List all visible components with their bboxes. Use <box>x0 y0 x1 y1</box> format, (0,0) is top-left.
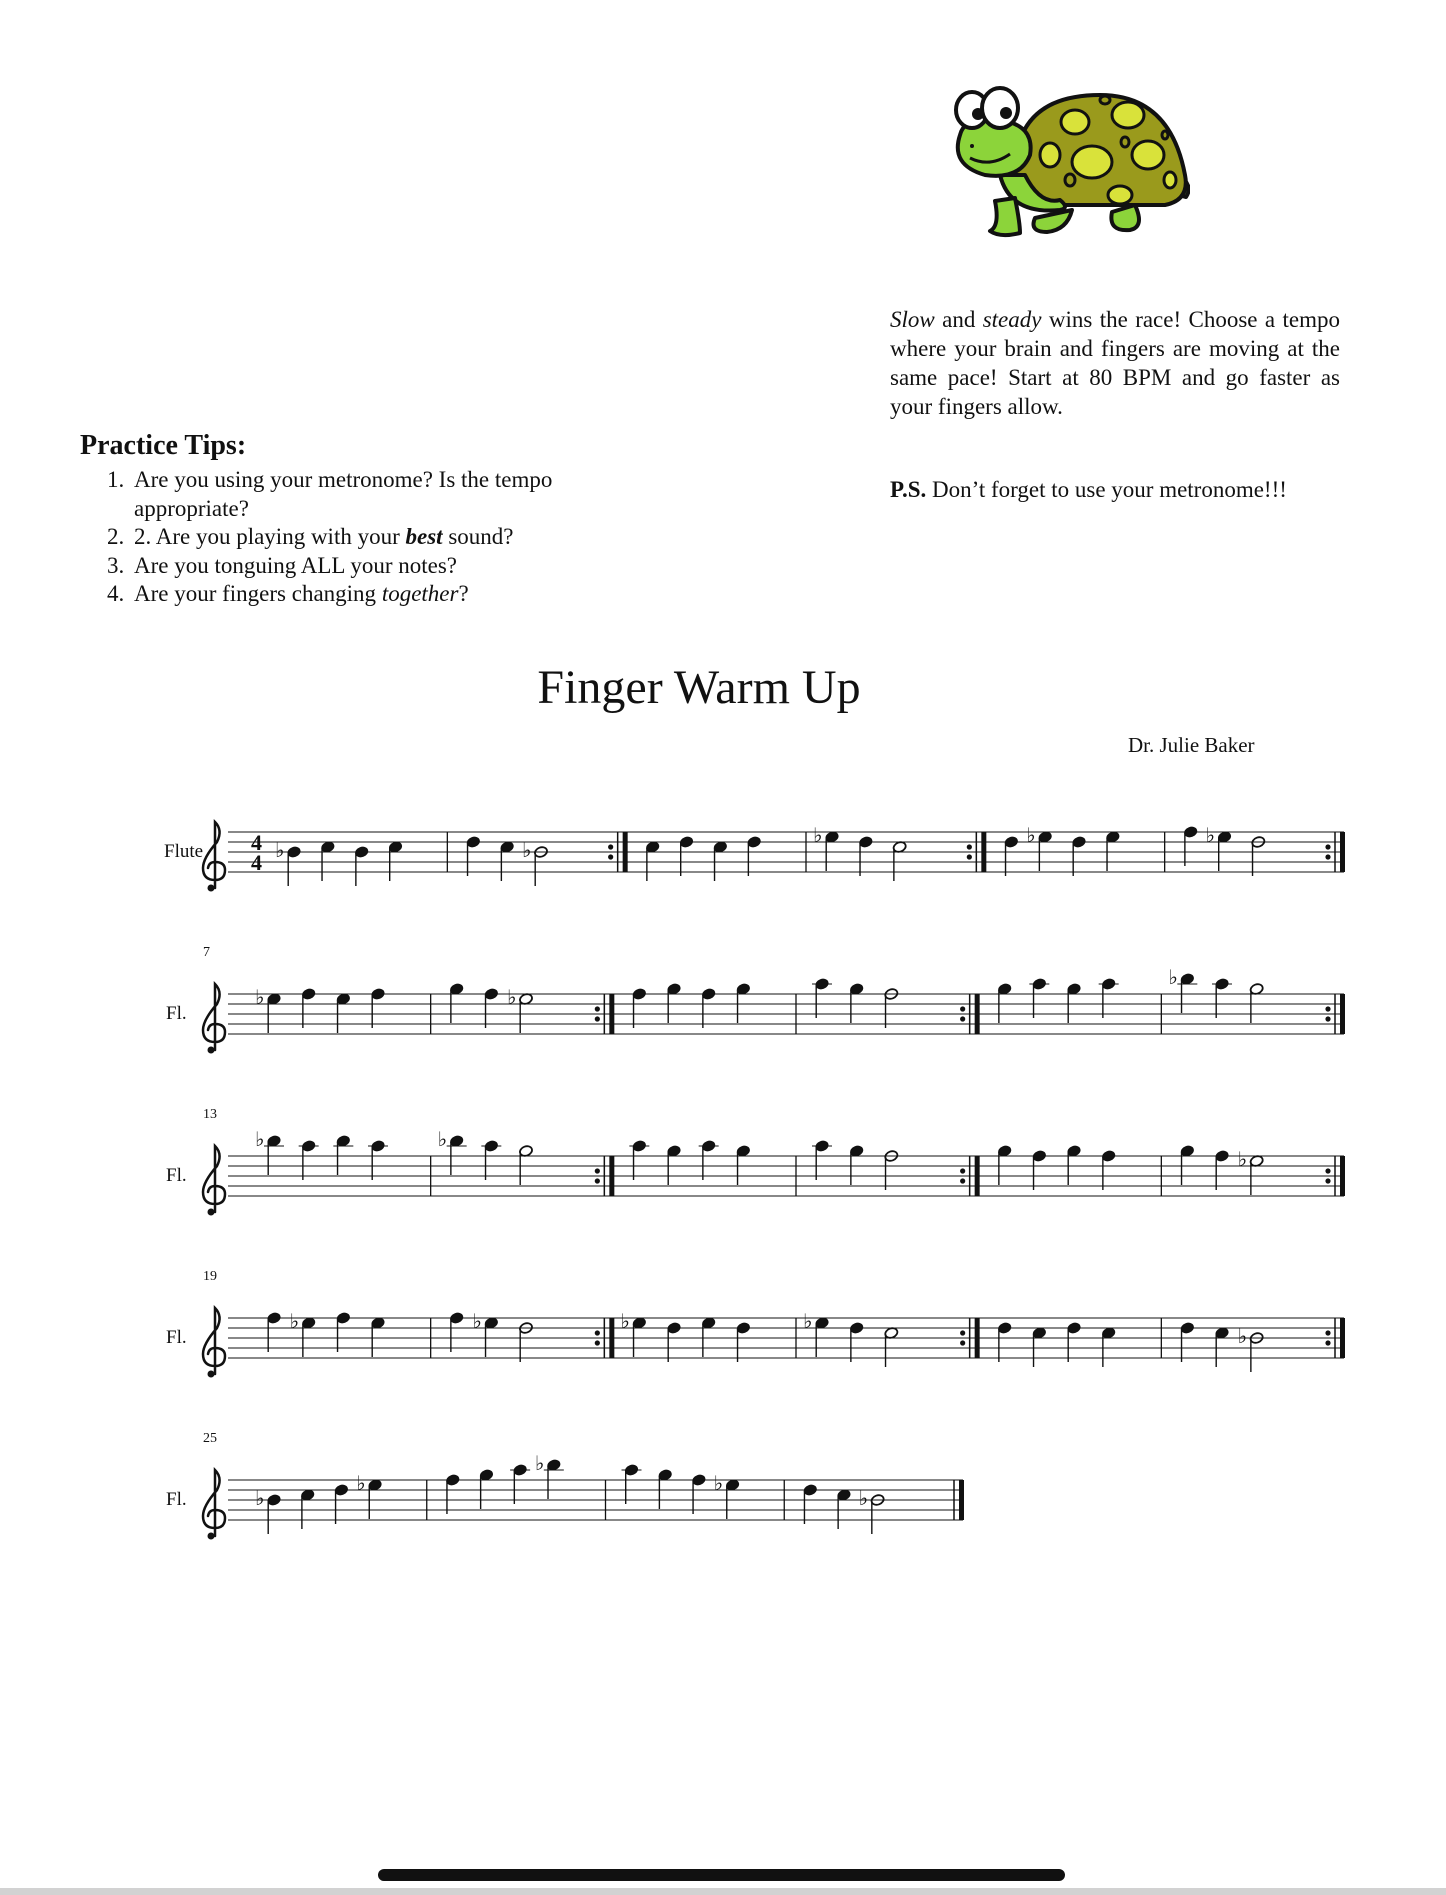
flat-accidental: ♭ <box>255 985 265 1009</box>
tempo-advice-steady: steady <box>982 307 1042 332</box>
staff-label: Fl. <box>166 1327 187 1348</box>
repeat-barline-dot <box>595 1340 600 1345</box>
home-indicator[interactable] <box>378 1869 1065 1881</box>
repeat-barline-thick <box>981 832 986 872</box>
practice-tip-3-text: Are you tonguing ALL your notes? <box>134 552 458 578</box>
tempo-advice-slow: Slow <box>890 307 935 332</box>
repeat-barline-thick <box>975 1156 980 1196</box>
time-signature-top: 4 <box>251 830 262 855</box>
practice-tip-1-text: Are you using your metronome? Is the tempo appropriate? <box>134 467 553 521</box>
composer-name: Dr. Julie Baker <box>1128 733 1255 757</box>
flat-accidental: ♭ <box>1237 1147 1248 1171</box>
repeat-barline-dot <box>960 1016 965 1021</box>
treble-clef <box>203 822 225 888</box>
time-signature-bottom: 4 <box>251 850 262 875</box>
repeat-barline-dot <box>1325 854 1330 859</box>
repeat-barline-thick <box>1340 1156 1345 1196</box>
repeat-barline-dot <box>960 1178 965 1183</box>
repeat-barline-dot <box>595 1178 600 1183</box>
flat-accidental: ♭ <box>620 1309 630 1333</box>
treble-clef <box>203 1308 225 1374</box>
final-barline-thick <box>959 1480 964 1520</box>
flat-accidental: ♭ <box>534 1451 545 1475</box>
repeat-barline-dot <box>1325 844 1330 849</box>
practice-tip-2-post: sound? <box>442 524 514 549</box>
treble-clef <box>203 1146 225 1212</box>
measure-number: 13 <box>203 1107 217 1122</box>
staff-label: Fl. <box>166 1489 187 1510</box>
flat-accidental: ♭ <box>1026 823 1036 847</box>
repeat-barline-thick <box>1340 994 1345 1034</box>
treble-clef-foot <box>208 1371 215 1378</box>
treble-clef-foot <box>208 885 215 892</box>
repeat-barline-dot <box>960 1168 965 1173</box>
repeat-barline-thick <box>975 1318 980 1358</box>
practice-tip-4-pre: Are your fingers changing <box>134 581 382 606</box>
ps-label: P.S. <box>890 477 927 502</box>
ps-text: Don’t forget to use your metronome!!! <box>926 477 1287 502</box>
flat-accidental: ♭ <box>255 1486 265 1510</box>
repeat-barline-dot <box>1325 1016 1330 1021</box>
staff-label: Flute <box>164 841 204 862</box>
flat-accidental: ♭ <box>507 985 517 1009</box>
repeat-barline-dot <box>1325 1340 1330 1345</box>
flat-accidental: ♭ <box>437 1127 448 1151</box>
flat-accidental: ♭ <box>713 1471 723 1495</box>
repeat-barline-dot <box>595 1168 600 1173</box>
repeat-barline-thick <box>975 994 980 1034</box>
staff-label: Fl. <box>166 1003 187 1024</box>
treble-clef-foot <box>208 1533 215 1540</box>
repeat-barline-dot <box>1325 1330 1330 1335</box>
treble-clef-foot <box>208 1209 215 1216</box>
treble-clef <box>203 984 225 1050</box>
bottom-edge-band <box>0 1888 1446 1895</box>
flat-accidental: ♭ <box>803 1309 813 1333</box>
repeat-barline-thick <box>1340 832 1345 872</box>
repeat-barline-thick <box>609 1156 614 1196</box>
repeat-barline-dot <box>1325 1178 1330 1183</box>
repeat-barline-thick <box>1340 1318 1345 1358</box>
repeat-barline-thick <box>623 832 628 872</box>
repeat-barline-dot <box>960 1340 965 1345</box>
practice-tip-2-pre: 2. Are you playing with your <box>134 524 406 549</box>
repeat-barline-thick <box>609 1318 614 1358</box>
repeat-barline-dot <box>960 1330 965 1335</box>
repeat-barline-dot <box>595 1330 600 1335</box>
repeat-barline-dot <box>595 1006 600 1011</box>
repeat-barline-dot <box>960 1006 965 1011</box>
flat-accidental: ♭ <box>1168 965 1178 989</box>
flat-accidental: ♭ <box>858 1486 869 1510</box>
repeat-barline-dot <box>967 854 972 859</box>
flat-accidental: ♭ <box>275 838 285 862</box>
measure-number: 19 <box>203 1269 217 1284</box>
flat-accidental: ♭ <box>522 838 532 862</box>
flat-accidental: ♭ <box>255 1127 265 1151</box>
flat-accidental: ♭ <box>289 1309 300 1333</box>
flat-accidental: ♭ <box>1237 1324 1248 1348</box>
repeat-barline-dot <box>608 854 613 859</box>
flat-accidental: ♭ <box>813 823 823 847</box>
tempo-advice-and: and <box>934 307 983 332</box>
flat-accidental: ♭ <box>1205 823 1215 847</box>
repeat-barline-dot <box>967 844 972 849</box>
measure-number: 25 <box>203 1431 217 1446</box>
treble-clef-foot <box>208 1047 215 1054</box>
repeat-barline-dot <box>1325 1168 1330 1173</box>
score-title: Finger Warm Up <box>537 661 861 714</box>
practice-tip-4-emphasis: together <box>381 581 459 606</box>
staff-label: Fl. <box>166 1165 187 1186</box>
repeat-barline-dot <box>1325 1006 1330 1011</box>
repeat-barline-thick <box>609 994 614 1034</box>
practice-tip-4-post: ? <box>458 581 469 606</box>
repeat-barline-dot <box>608 844 613 849</box>
repeat-barline-dot <box>595 1016 600 1021</box>
treble-clef <box>203 1470 225 1536</box>
flat-accidental: ♭ <box>356 1471 366 1495</box>
measure-number: 7 <box>203 945 210 960</box>
flat-accidental: ♭ <box>472 1309 482 1333</box>
tempo-advice-rest: wins the race! Choose a tempo where your brain and fingers are moving at the same pace! Start at 80 BPM and go faster as your fingers allow. <box>890 307 1340 419</box>
practice-tips-heading: Practice Tips: <box>80 430 247 461</box>
practice-tip-2-emphasis: best <box>405 524 443 549</box>
